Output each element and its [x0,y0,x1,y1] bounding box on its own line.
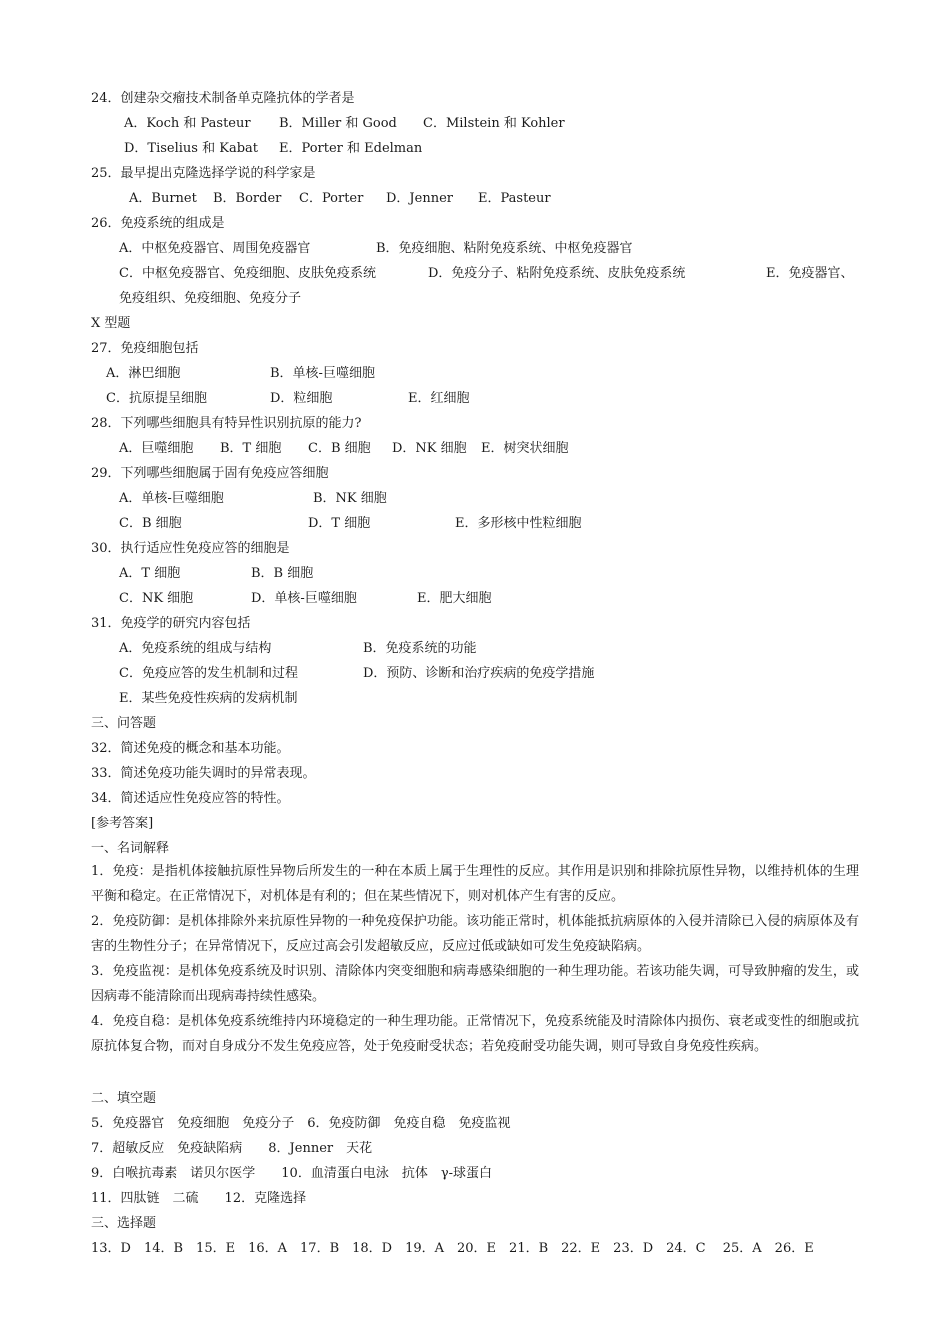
fill-answers-line-4: 11．四肽链 二硫 12．克隆选择 [91,1191,307,1206]
question-25-option-e: E．Pasteur [478,191,551,206]
question-24-option-d: D．Tiselius 和 Kabat [124,141,258,156]
answers-title: [参考答案] [91,816,154,831]
fill-answers-line-3: 9．白喉抗毒素 诺贝尔医学 10．血清蛋白电泳 抗体 γ-球蛋白 [91,1166,492,1181]
question-33: 33．简述免疫功能失调时的异常表现。 [91,766,316,781]
question-31-option-b: B．免疫系统的功能 [363,641,477,656]
question-24-option-c: C．Milstein 和 Kohler [423,116,565,131]
question-31-stem: 31．免疫学的研究内容包括 [91,616,251,631]
question-31-option-d: D．预防、诊断和治疗疾病的免疫学措施 [363,666,595,681]
definition-4: 4．免疫自稳：是机体免疫系统维持内环境稳定的一种生理功能。正常情况下，免疫系统能及时清除体内损伤、衰老或变性的细胞或抗原抗体复合物，而对自身成分不发生免疫应答，处于免疫耐受状态；若免疫耐受功能失调，则可导致自身免疫性疾病。 [91,1014,859,1054]
question-24-stem: 24．创建杂交瘤技术制备单克隆抗体的学者是 [91,91,355,106]
question-27-option-a: A．淋巴细胞 [106,366,181,381]
question-30-option-b: B．B 细胞 [251,566,314,581]
question-31-option-e: E．某些免疫性疾病的发病机制 [119,691,298,706]
question-25-stem: 25．最早提出克隆选择学说的科学家是 [91,166,316,181]
answers-section-choice: 三、选择题 [91,1216,157,1231]
question-28-option-c: C．B 细胞 [308,441,371,456]
fill-answers-line-2: 7．超敏反应 免疫缺陷病 8．Jenner 天花 [91,1141,373,1156]
question-27-option-b: B．单核-巨噬细胞 [270,366,375,381]
question-26-option-a: A．中枢免疫器官、周围免疫器官 [119,241,311,256]
question-29-option-c: C．B 细胞 [119,516,182,531]
question-28-option-d: D．NK 细胞 [392,441,467,456]
definition-2: 2．免疫防御：是机体排除外来抗原性异物的一种免疫保护功能。该功能正常时，机体能抵抗病原体的入侵并清除已入侵的病原体及有害的生物性分子；在异常情况下，反应过高会引发超敏反应，反应过低或缺如可发生免疫缺陷病。 [91,914,859,954]
answers-section-definitions: 一、名词解释 [91,841,170,856]
question-28-stem: 28．下列哪些细胞具有特异性识别抗原的能力? [91,416,362,431]
question-31-option-c: C．免疫应答的发生机制和过程 [119,666,298,681]
question-34: 34．简述适应性免疫应答的特性。 [91,791,290,806]
fill-answers-line-1: 5．免疫器官 免疫细胞 免疫分子 6．免疫防御 免疫自稳 免疫监视 [91,1116,511,1131]
question-29-option-d: D．T 细胞 [308,516,371,531]
question-29-stem: 29．下列哪些细胞属于固有免疫应答细胞 [91,466,329,481]
question-28-option-e: E．树突状细胞 [481,441,569,456]
x-type-heading: X 型题 [91,316,131,331]
question-30-option-e: E．肥大细胞 [417,591,492,606]
question-30-option-a: A．T 细胞 [119,566,181,581]
question-26-option-d: D．免疫分子、粘附免疫系统、皮肤免疫系统 [428,266,686,281]
question-27-option-d: D．粒细胞 [270,391,333,406]
question-30-option-d: D．单核-巨噬细胞 [251,591,357,606]
question-30-stem: 30．执行适应性免疫应答的细胞是 [91,541,290,556]
question-24-option-e: E．Porter 和 Edelman [279,141,423,156]
question-25-option-b: B．Border [213,191,282,206]
question-27-stem: 27．免疫细胞包括 [91,341,199,356]
question-30-option-c: C．NK 细胞 [119,591,194,606]
question-26-option-e-continued: 免疫组织、免疫细胞、免疫分子 [119,291,302,306]
question-27-option-e: E．红细胞 [408,391,470,406]
question-32: 32．简述免疫的概念和基本功能。 [91,741,290,756]
question-26-stem: 26．免疫系统的组成是 [91,216,225,231]
section-essay-heading: 三、问答题 [91,716,157,731]
question-25-option-a: A．Burnet [129,191,197,206]
question-29-option-b: B．NK 细胞 [313,491,387,506]
question-24-option-b: B．Miller 和 Good [279,116,397,131]
question-25-option-c: C．Porter [299,191,364,206]
definition-1: 1．免疫：是指机体接触抗原性异物后所发生的一种在本质上属于生理性的反应。其作用是识别和排除抗原性异物，以维持机体的生理平衡和稳定。在正常情况下，对机体是有利的；但在某些情况下，则对机体产生有害的反应。 [91,864,859,904]
question-26-option-b: B．免疫细胞、粘附免疫系统、中枢免疫器官 [376,241,633,256]
question-26-option-e: E．免疫器官、 [766,266,854,281]
question-27-option-c: C．抗原提呈细胞 [106,391,207,406]
choice-answers-line: 13．D 14．B 15．E 16．A 17．B 18．D 19．A 20．E 21．B 22．E 23．D 24．C 25．A 26．E [91,1241,814,1256]
question-24-option-a: A．Koch 和 Pasteur [124,116,251,131]
definition-3: 3．免疫监视：是机体免疫系统及时识别、清除体内突变细胞和病毒感染细胞的一种生理功能。若该功能失调，可导致肿瘤的发生，或因病毒不能清除而出现病毒持续性感染。 [91,964,859,1004]
question-29-option-a: A．单核-巨噬细胞 [119,491,224,506]
question-28-option-b: B．T 细胞 [220,441,282,456]
question-25-option-d: D．Jenner [386,191,453,206]
question-26-option-c: C．中枢免疫器官、免疫细胞、皮肤免疫系统 [119,266,376,281]
question-29-option-e: E．多形核中性粒细胞 [455,516,582,531]
question-28-option-a: A．巨噬细胞 [119,441,194,456]
answers-section-fill-in: 二、填空题 [91,1091,157,1106]
question-31-option-a: A．免疫系统的组成与结构 [119,641,272,656]
